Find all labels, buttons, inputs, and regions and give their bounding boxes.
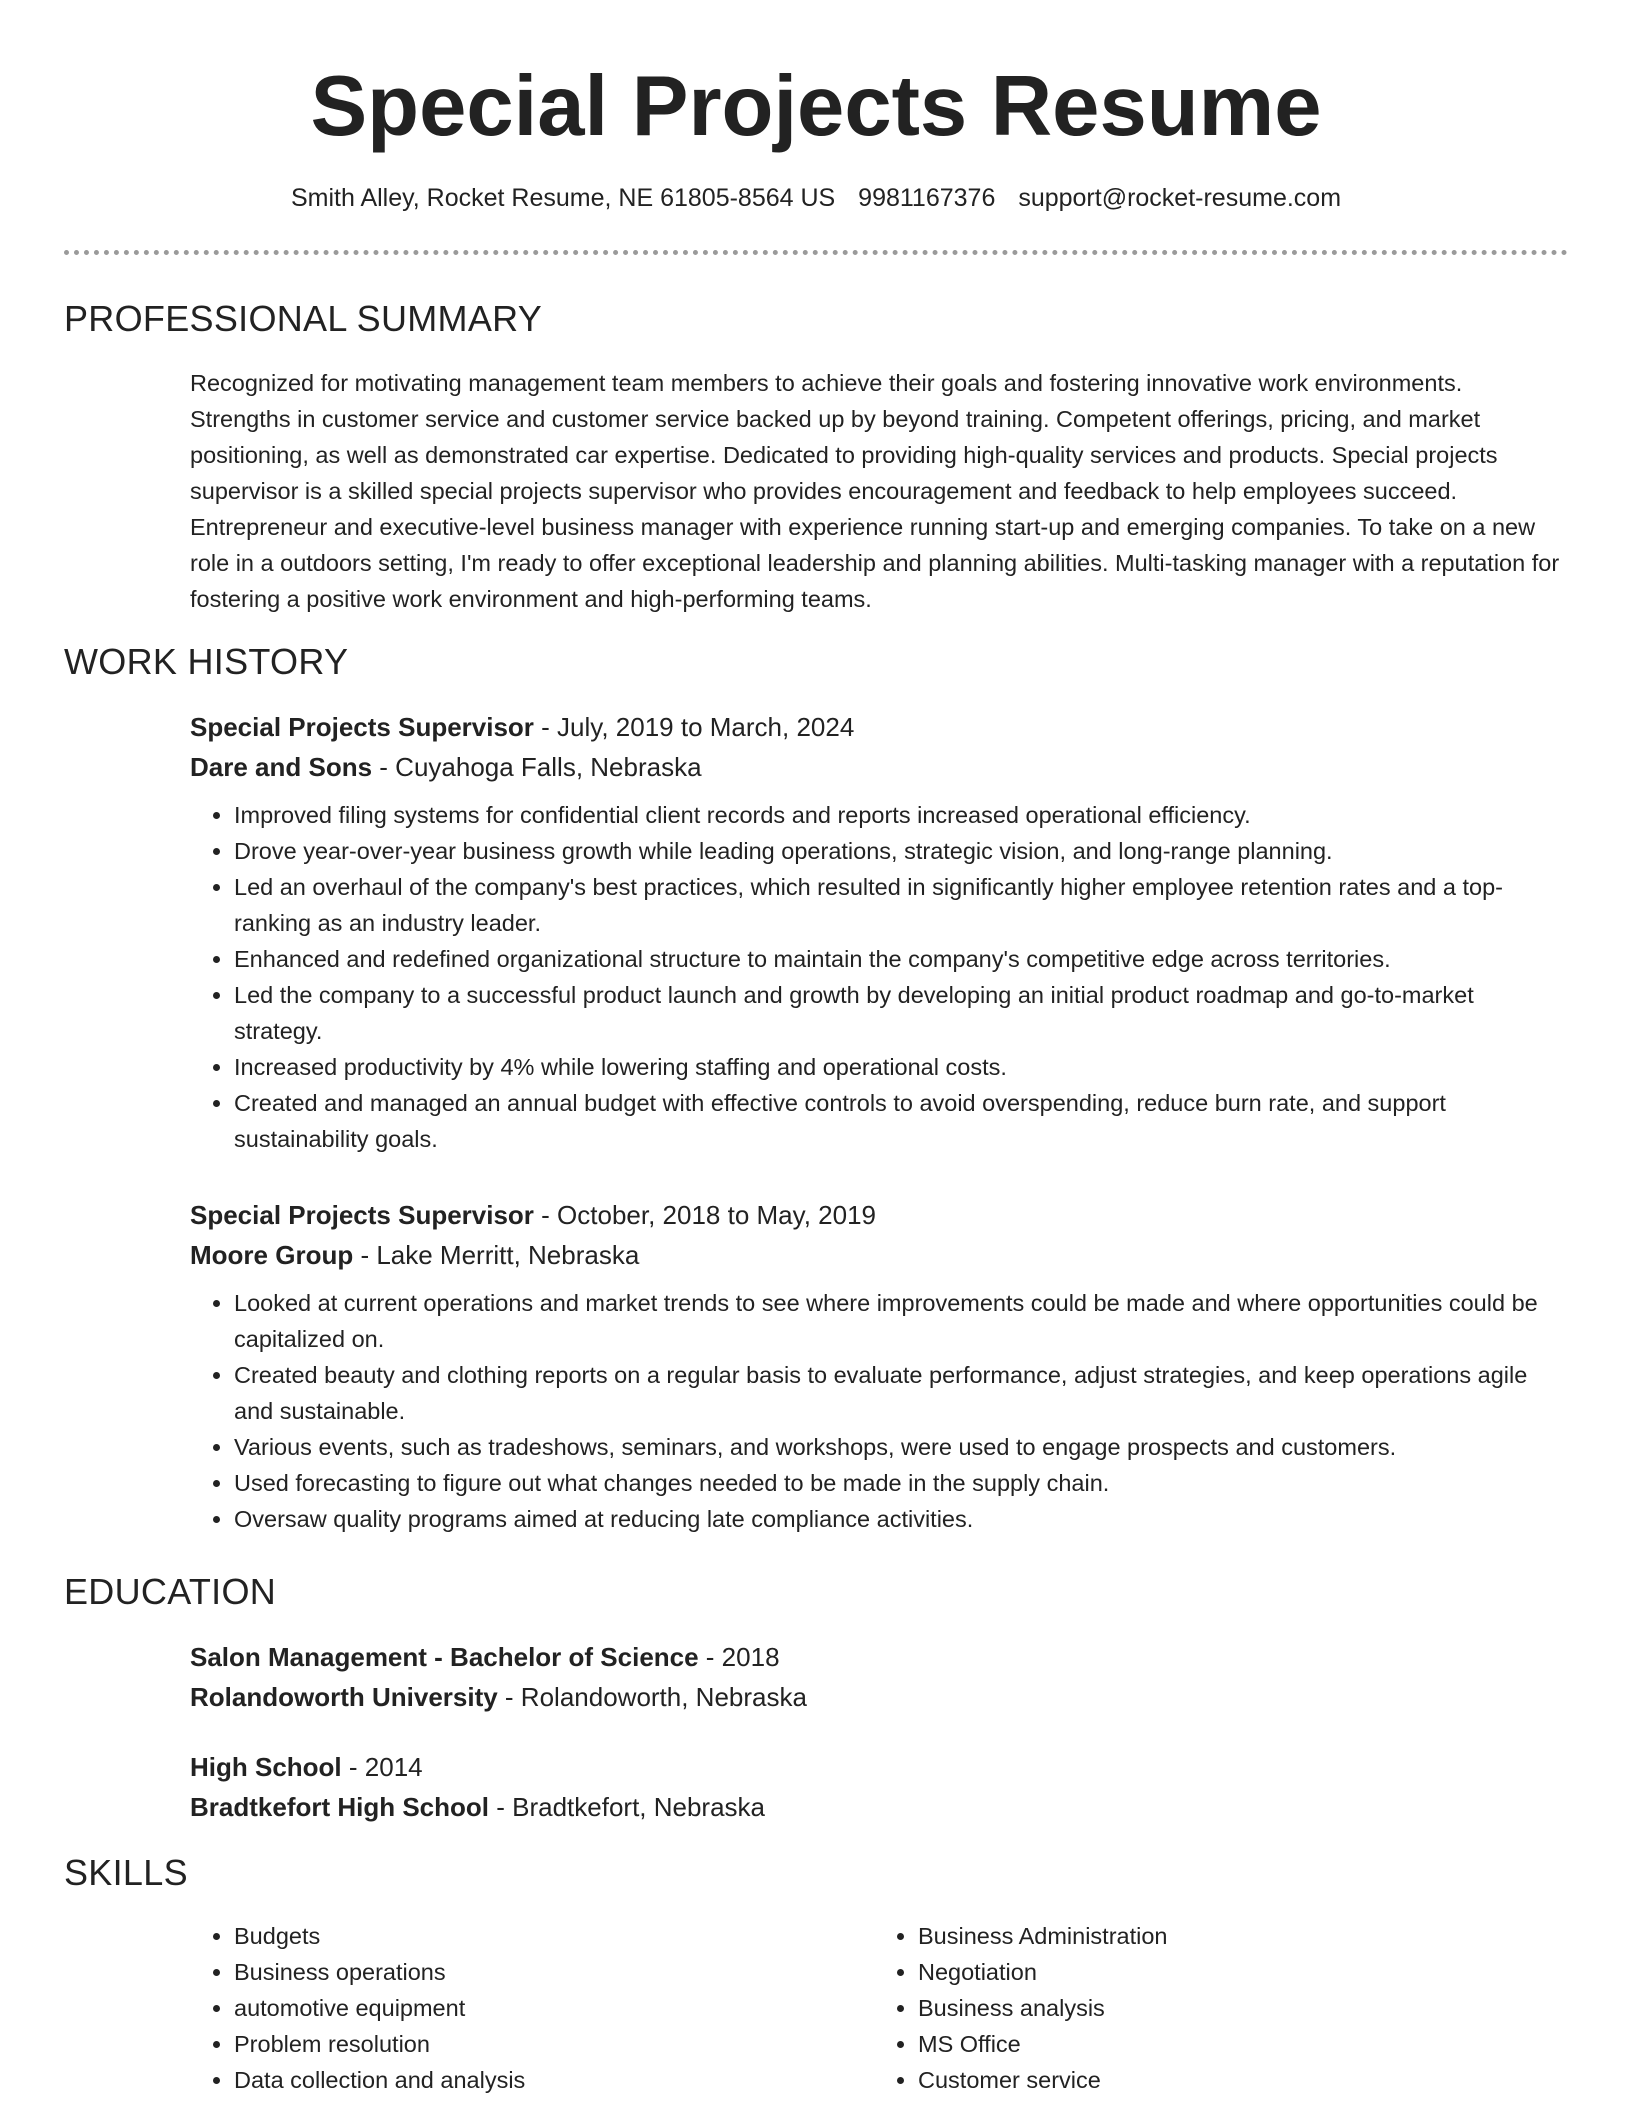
list-item: • Created beauty and clothing reports on a regular basis to evaluate performance, adjust strategies, and keep operations agile and sustainable. xyxy=(234,1357,1560,1429)
list-item: • MS Office xyxy=(918,2026,1558,2062)
job-title: Special Projects Supervisor xyxy=(190,1200,534,1230)
school-line xyxy=(190,1677,1560,1717)
resume-title: Special Projects Resume xyxy=(310,59,1322,154)
school-line xyxy=(190,1787,1560,1827)
school: Bradtkefort High School xyxy=(190,1792,490,1822)
education-entry-1 xyxy=(190,1637,1560,1717)
job-dates: - October, 2018 to May, 2019 xyxy=(533,1200,876,1230)
list-item: • Used forecasting to figure out what changes needed to be made in the supply chain. xyxy=(234,1465,1560,1501)
job-title-line xyxy=(190,1195,1560,1235)
job-dates: - July, 2019 to March, 2024 xyxy=(533,712,855,742)
list-item: • Various events, such as tradeshows, seminars, and workshops, were used to engage prospects and customers. xyxy=(234,1429,1560,1465)
section-title-skills: SKILLS xyxy=(64,1852,188,1893)
job-entry-1 xyxy=(190,707,1560,1157)
list-item: • Data collection and analysis xyxy=(234,2062,874,2098)
section-title-summary: PROFESSIONAL SUMMARY xyxy=(64,298,543,339)
degree: High School xyxy=(190,1752,342,1782)
list-item: • Enhanced and redefined organizational structure to maintain the company's competitive edge across territories. xyxy=(234,941,1560,977)
contact-line xyxy=(0,180,1632,216)
job-company: Dare and Sons xyxy=(190,752,373,782)
list-item: • Business Administration xyxy=(918,1918,1558,1954)
contact-email: support@rocket-resume.com xyxy=(1018,184,1342,212)
job-company-line xyxy=(190,1235,1560,1275)
header-divider xyxy=(64,250,1568,255)
school-location: - Bradtkefort, Nebraska xyxy=(489,1792,766,1822)
job-location: - Lake Merritt, Nebraska xyxy=(353,1240,640,1270)
skills-column-left xyxy=(190,1918,874,2098)
skills-list xyxy=(190,1918,1560,2098)
job-company-line xyxy=(190,747,1560,787)
education-entry-2 xyxy=(190,1747,1560,1827)
section-title-work: WORK HISTORY xyxy=(64,641,349,682)
degree-line xyxy=(190,1637,1560,1677)
degree-year: - 2018 xyxy=(698,1642,780,1672)
list-item: • Business analysis xyxy=(918,1990,1558,2026)
list-item: • Led the company to a successful product launch and growth by developing an initial product roadmap and go-to-market strategy. xyxy=(234,977,1560,1049)
list-item: • Business operations xyxy=(234,1954,874,1990)
contact-address: Smith Alley, Rocket Resume, NE 61805-8564 US xyxy=(290,184,836,212)
job-bullets xyxy=(190,1285,1560,1537)
skills-column-right xyxy=(874,1918,1558,2098)
job-title: Special Projects Supervisor xyxy=(190,712,534,742)
degree: Salon Management - Bachelor of Science xyxy=(190,1642,699,1672)
list-item: • Looked at current operations and market trends to see where improvements could be made and where opportunities could be capitalized on. xyxy=(234,1285,1560,1357)
job-location: - Cuyahoga Falls, Nebraska xyxy=(372,752,702,782)
list-item: • Led an overhaul of the company's best practices, which resulted in significantly higher employee retention rates and a top-ranking as an industry leader. xyxy=(234,869,1560,941)
list-item: • Drove year-over-year business growth while leading operations, strategic vision, and long-range planning. xyxy=(234,833,1560,869)
list-item: • Negotiation xyxy=(918,1954,1558,1990)
degree-line xyxy=(190,1747,1560,1787)
school-location: - Rolandoworth, Nebraska xyxy=(497,1682,807,1712)
list-item: • Created and managed an annual budget with effective controls to avoid overspending, reduce burn rate, and support sustainability goals. xyxy=(234,1085,1560,1157)
job-entry-2 xyxy=(190,1195,1560,1537)
list-item: • Customer service xyxy=(918,2062,1558,2098)
list-item: • Problem resolution xyxy=(234,2026,874,2062)
list-item: • Budgets xyxy=(234,1918,874,1954)
job-company: Moore Group xyxy=(190,1240,354,1270)
summary-text: Recognized for motivating management team members to achieve their goals and fostering innovative work environments. Strengths in customer service and customer service backed up by beyond training. Competent offerings, pricing, and market positioning, as well as demonstrated car expertise. Dedicated to providing high-quality services and products. Special projects supervisor is a skilled special projects supervisor who provides encouragement and feedback to help employees succeed. Entrepreneur and executive-level business manager with experience running start-up and emerging companies. To take on a new role in a outdoors setting, I'm ready to offer exceptional leadership and planning abilities. Multi-tasking manager with a reputation for fostering a positive work environment and high-performing teams. xyxy=(190,370,1560,612)
list-item: • automotive equipment xyxy=(234,1990,874,2026)
list-item: • Increased productivity by 4% while lowering staffing and operational costs. xyxy=(234,1049,1560,1085)
contact-phone: 9981167376 xyxy=(858,184,996,212)
section-title-education: EDUCATION xyxy=(64,1571,277,1612)
school: Rolandoworth University xyxy=(190,1682,498,1712)
job-bullets xyxy=(190,797,1560,1157)
degree-year: - 2014 xyxy=(341,1752,423,1782)
list-item: • Improved filing systems for confidential client records and reports increased operational efficiency. xyxy=(234,797,1560,833)
list-item: • Oversaw quality programs aimed at reducing late compliance activities. xyxy=(234,1501,1560,1537)
job-title-line xyxy=(190,707,1560,747)
